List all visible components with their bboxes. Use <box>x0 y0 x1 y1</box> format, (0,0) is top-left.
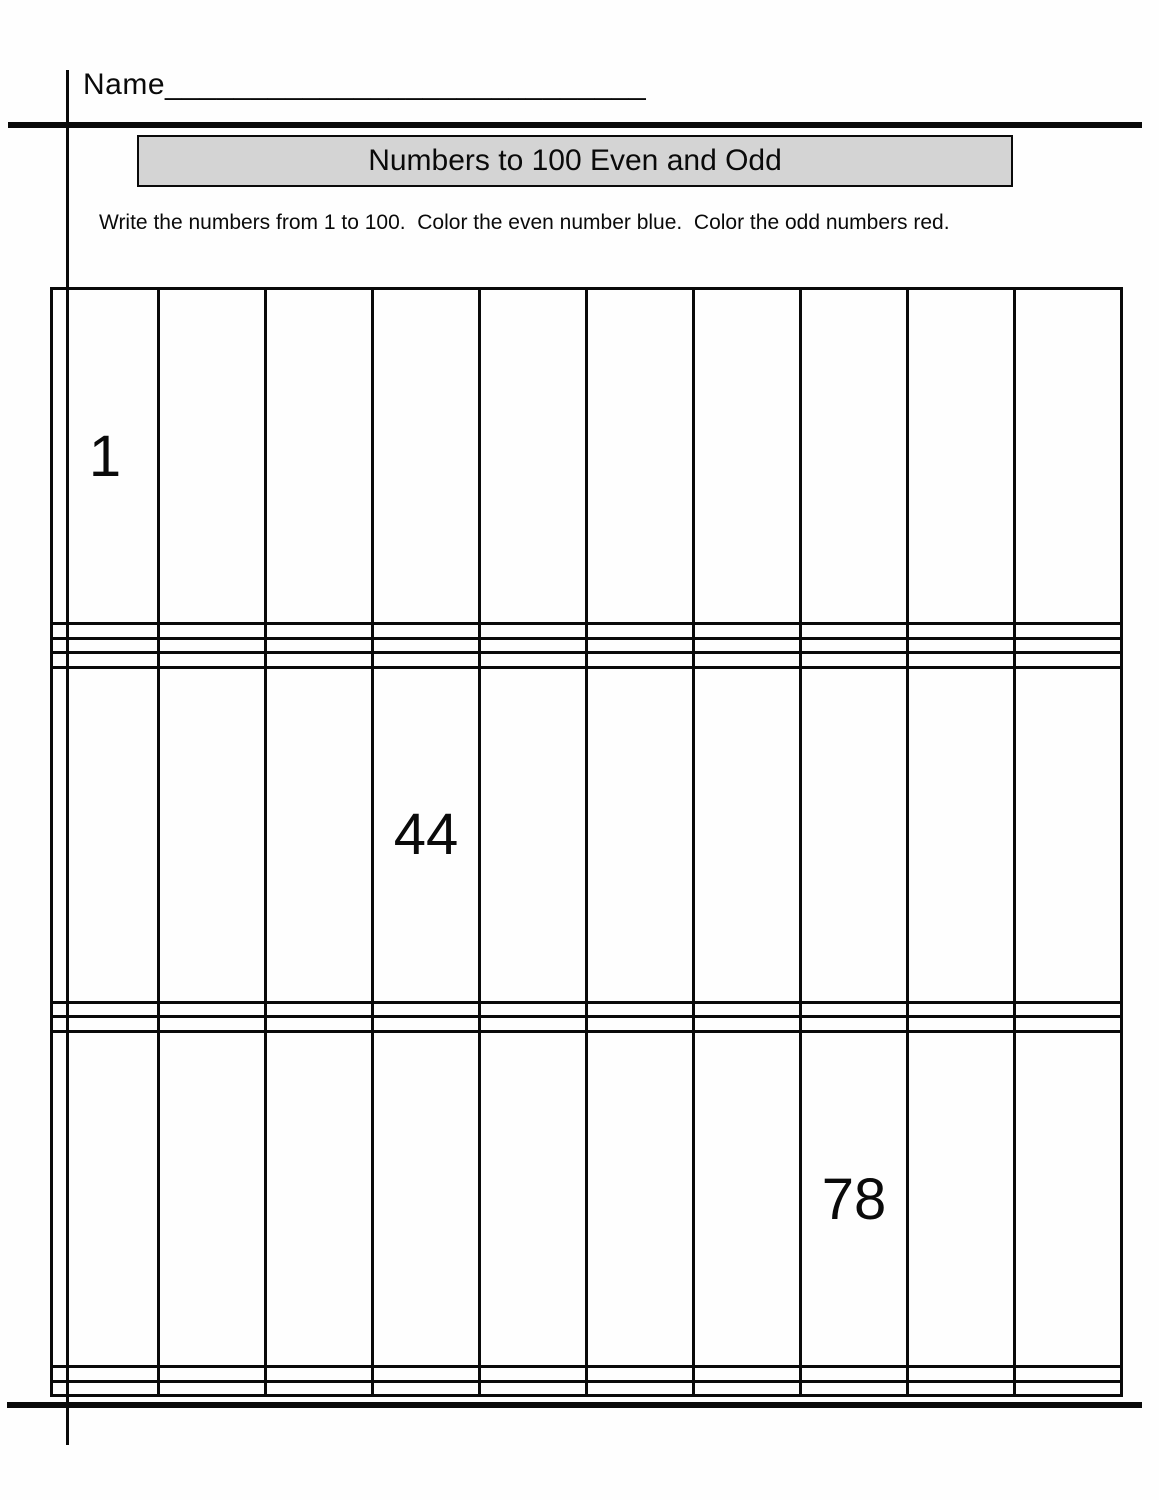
grid-cell[interactable] <box>373 1003 480 1017</box>
grid-cell[interactable] <box>908 624 1015 638</box>
grid-cell[interactable] <box>801 624 908 638</box>
grid-cell[interactable] <box>1015 1367 1122 1381</box>
grid-cell[interactable] <box>908 1017 1015 1031</box>
grid-cell[interactable] <box>480 624 587 638</box>
grid-cell[interactable] <box>801 638 908 652</box>
grid-cell[interactable] <box>908 1003 1015 1017</box>
grid-cell[interactable] <box>480 1003 587 1017</box>
grid-cell[interactable] <box>1015 1381 1122 1395</box>
grid-cell[interactable] <box>480 289 587 624</box>
grid-cell[interactable] <box>480 638 587 652</box>
grid-cell[interactable] <box>908 1381 1015 1395</box>
grid-cell[interactable] <box>1015 653 1122 667</box>
grid-cell[interactable] <box>587 624 694 638</box>
grid-cell[interactable] <box>159 667 266 1002</box>
grid-cell[interactable] <box>694 638 801 652</box>
grid-cell[interactable] <box>694 1017 801 1031</box>
grid-cell-prefilled: 78 <box>801 1031 908 1366</box>
grid-cell[interactable] <box>266 653 373 667</box>
grid-cell[interactable] <box>373 653 480 667</box>
grid-cell[interactable] <box>801 1381 908 1395</box>
grid-cell[interactable] <box>159 289 266 624</box>
grid-cell[interactable] <box>587 289 694 624</box>
grid-cell[interactable] <box>908 667 1015 1002</box>
grid-cell[interactable] <box>1015 667 1122 1002</box>
grid-cell[interactable] <box>266 289 373 624</box>
grid-cell[interactable] <box>587 653 694 667</box>
grid-cell[interactable] <box>159 624 266 638</box>
grid-cell[interactable] <box>801 1017 908 1031</box>
grid-cell[interactable] <box>694 667 801 1002</box>
grid-cell[interactable] <box>1015 624 1122 638</box>
grid-cell[interactable] <box>159 653 266 667</box>
grid-cell[interactable] <box>801 1003 908 1017</box>
grid-cell[interactable] <box>480 667 587 1002</box>
grid-cell[interactable] <box>587 1381 694 1395</box>
grid-cell[interactable] <box>373 1017 480 1031</box>
grid-cell[interactable] <box>694 1031 801 1366</box>
grid-cell[interactable] <box>373 1381 480 1395</box>
grid-cell[interactable] <box>480 653 587 667</box>
grid-cell[interactable] <box>159 1031 266 1366</box>
grid-cell[interactable] <box>1015 1017 1122 1031</box>
grid-cell[interactable] <box>373 1367 480 1381</box>
grid-cell-prefilled: 1 <box>52 289 159 624</box>
grid-cell[interactable] <box>694 624 801 638</box>
grid-cell[interactable] <box>908 638 1015 652</box>
grid-cell[interactable] <box>694 1367 801 1381</box>
header-rule <box>8 122 1142 128</box>
grid-cell[interactable] <box>159 1017 266 1031</box>
grid-cell[interactable] <box>266 1367 373 1381</box>
grid-cell[interactable] <box>908 1031 1015 1366</box>
grid-cell[interactable] <box>1015 638 1122 652</box>
grid-cell[interactable] <box>159 638 266 652</box>
grid-cell[interactable] <box>587 1003 694 1017</box>
grid-cell[interactable] <box>908 289 1015 624</box>
grid-cell[interactable] <box>266 624 373 638</box>
grid-cell[interactable] <box>587 1031 694 1366</box>
grid-cell[interactable] <box>694 289 801 624</box>
grid-cell[interactable] <box>1015 1003 1122 1017</box>
grid-cell[interactable] <box>480 1031 587 1366</box>
grid-cell[interactable] <box>266 638 373 652</box>
grid-cell[interactable] <box>480 1381 587 1395</box>
grid-cell[interactable] <box>159 1381 266 1395</box>
grid-cell[interactable] <box>266 1381 373 1395</box>
grid-cell[interactable] <box>587 1367 694 1381</box>
grid-cell[interactable] <box>266 667 373 1002</box>
grid-cell[interactable] <box>801 653 908 667</box>
grid-cell[interactable] <box>587 638 694 652</box>
footer-rule <box>7 1402 1142 1408</box>
grid-cell[interactable] <box>694 653 801 667</box>
grid-cell[interactable] <box>266 1031 373 1366</box>
grid-cell[interactable] <box>801 667 908 1002</box>
number-grid <box>50 287 1123 1397</box>
instructions-text: Write the numbers from 1 to 100. Color the even number blue. Color the odd numbers red. <box>99 211 950 234</box>
grid-cell[interactable] <box>908 1367 1015 1381</box>
grid-cell[interactable] <box>159 1367 266 1381</box>
grid-cell[interactable] <box>480 1367 587 1381</box>
grid-cell-prefilled: 44 <box>373 667 480 1002</box>
grid-cell[interactable] <box>373 638 480 652</box>
grid-cell[interactable] <box>266 1017 373 1031</box>
grid-cell[interactable] <box>801 289 908 624</box>
name-field[interactable]: Name____________________________ <box>83 68 647 101</box>
grid-cell[interactable] <box>1015 1031 1122 1366</box>
worksheet-title: Numbers to 100 Even and Odd <box>368 144 782 177</box>
grid-cell[interactable] <box>480 1017 587 1031</box>
margin-line <box>66 70 69 1445</box>
grid-cell[interactable] <box>373 624 480 638</box>
grid-cell[interactable] <box>159 1003 266 1017</box>
grid-cell[interactable] <box>587 1017 694 1031</box>
grid-cell[interactable] <box>694 1381 801 1395</box>
grid-cell[interactable] <box>587 667 694 1002</box>
grid-cell[interactable] <box>266 1003 373 1017</box>
worksheet-title-box <box>137 135 1013 187</box>
grid-cell[interactable] <box>908 653 1015 667</box>
grid-cell[interactable] <box>801 1367 908 1381</box>
grid-cell[interactable] <box>694 1003 801 1017</box>
grid-cell[interactable] <box>373 289 480 624</box>
grid-cell[interactable] <box>1015 289 1122 624</box>
grid-cell[interactable] <box>373 1031 480 1366</box>
